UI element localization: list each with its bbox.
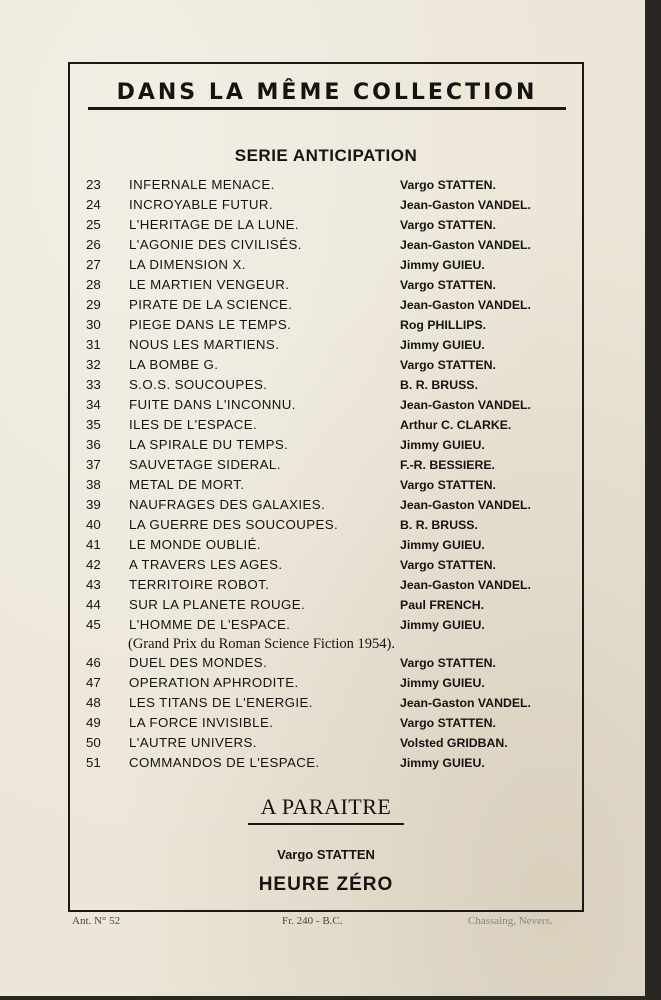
book-row <box>86 597 572 616</box>
forthcoming-author: Vargo STATTEN <box>277 847 375 862</box>
book-number: 30 <box>86 317 101 332</box>
book-number: 43 <box>86 577 101 592</box>
book-title: OPERATION APHRODITE. <box>129 675 299 690</box>
book-number: 51 <box>86 755 101 770</box>
book-author: Jean-Gaston VANDEL. <box>400 238 531 252</box>
book-row <box>86 617 572 636</box>
book-title: PIRATE DE LA SCIENCE. <box>129 297 293 312</box>
book-number: 25 <box>86 217 101 232</box>
book-author: Rog PHILLIPS. <box>400 318 487 332</box>
book-title: LA SPIRALE DU TEMPS. <box>129 437 289 452</box>
book-title: COMMANDOS DE L'ESPACE. <box>129 755 320 770</box>
book-row <box>86 177 572 196</box>
book-row <box>86 537 572 556</box>
book-number: 41 <box>86 537 101 552</box>
book-author: Paul FRENCH. <box>400 598 485 612</box>
book-row <box>86 715 572 734</box>
book-author: Vargo STATTEN. <box>400 218 496 232</box>
book-author: Jimmy GUIEU. <box>400 438 485 452</box>
book-row <box>86 417 572 436</box>
book-row <box>86 397 572 416</box>
book-row <box>86 337 572 356</box>
book-title: A TRAVERS LES AGES. <box>129 557 283 572</box>
book-number: 27 <box>86 257 101 272</box>
book-title: NAUFRAGES DES GALAXIES. <box>129 497 326 512</box>
book-number: 38 <box>86 477 101 492</box>
book-title: L'HERITAGE DE LA LUNE. <box>129 217 299 232</box>
book-row <box>86 735 572 754</box>
book-author: Jean-Gaston VANDEL. <box>400 398 531 412</box>
book-row <box>86 277 572 296</box>
collection-header: DANS LA MÊME COLLECTION <box>88 80 566 110</box>
book-number: 37 <box>86 457 101 472</box>
book-author: Jean-Gaston VANDEL. <box>400 498 531 512</box>
book-row <box>86 197 572 216</box>
series-title: SERIE ANTICIPATION <box>234 146 418 165</box>
book-number: 35 <box>86 417 101 432</box>
book-row <box>86 257 572 276</box>
book-title: FUITE DANS L'INCONNU. <box>129 397 296 412</box>
book-number: 26 <box>86 237 101 252</box>
book-number: 32 <box>86 357 101 372</box>
book-number: 40 <box>86 517 101 532</box>
book-number: 36 <box>86 437 101 452</box>
book-title: SAUVETAGE SIDERAL. <box>129 457 281 472</box>
book-number: 28 <box>86 277 101 292</box>
book-row <box>86 675 572 694</box>
book-author: Jimmy GUIEU. <box>400 618 485 632</box>
book-author: Jean-Gaston VANDEL. <box>400 198 531 212</box>
book-number: 44 <box>86 597 101 612</box>
book-title: LA FORCE INVISIBLE. <box>129 715 274 730</box>
book-row <box>86 497 572 516</box>
book-row <box>86 557 572 576</box>
book-author: Jimmy GUIEU. <box>400 756 485 770</box>
book-number: 49 <box>86 715 101 730</box>
forthcoming-title: HEURE ZÉRO <box>258 874 394 895</box>
book-author: B. R. BRUSS. <box>400 518 478 532</box>
book-title: L'AGONIE DES CIVILISÉS. <box>129 237 302 252</box>
book-row <box>86 655 572 674</box>
book-title: LE MONDE OUBLIÉ. <box>129 537 262 552</box>
book-title: LA DIMENSION X. <box>129 257 246 272</box>
book-row <box>86 695 572 714</box>
book-row <box>86 517 572 536</box>
book-title: L'HOMME DE L'ESPACE. <box>129 617 291 632</box>
book-row <box>86 377 572 396</box>
book-author: Volsted GRIDBAN. <box>400 736 508 750</box>
book-number: 45 <box>86 617 101 632</box>
book-title: LE MARTIEN VENGEUR. <box>129 277 290 292</box>
book-row <box>86 317 572 336</box>
footer-price: Fr. 240 - B.C. <box>282 915 343 927</box>
book-row <box>86 577 572 596</box>
book-author: B. R. BRUSS. <box>400 378 478 392</box>
book-row <box>86 217 572 236</box>
book-row <box>86 357 572 376</box>
book-row <box>86 437 572 456</box>
award-note: (Grand Prix du Roman Science Fiction 1954). <box>128 636 395 652</box>
book-author: Jimmy GUIEU. <box>400 258 485 272</box>
book-author: Vargo STATTEN. <box>400 558 496 572</box>
book-title: SUR LA PLANETE ROUGE. <box>129 597 306 612</box>
book-author: Vargo STATTEN. <box>400 358 496 372</box>
book-title: INCROYABLE FUTUR. <box>129 197 273 212</box>
footer-printer: Chassaing, Nevers. <box>468 915 553 927</box>
book-title: L'AUTRE UNIVERS. <box>129 735 257 750</box>
book-title: TERRITOIRE ROBOT. <box>129 577 270 592</box>
book-author: Jean-Gaston VANDEL. <box>400 578 531 592</box>
book-number: 24 <box>86 197 101 212</box>
book-number: 42 <box>86 557 101 572</box>
book-number: 34 <box>86 397 101 412</box>
book-author: Vargo STATTEN. <box>400 716 496 730</box>
book-number: 47 <box>86 675 101 690</box>
book-author: Vargo STATTEN. <box>400 656 496 670</box>
book-author: Vargo STATTEN. <box>400 178 496 192</box>
book-row <box>86 237 572 256</box>
book-title: LA BOMBE G. <box>129 357 219 372</box>
book-row <box>86 755 572 774</box>
book-number: 31 <box>86 337 101 352</box>
footer-issue-number: Ant. N° 52 <box>72 915 121 927</box>
book-title: INFERNALE MENACE. <box>129 177 275 192</box>
book-row <box>86 457 572 476</box>
book-author: Jimmy GUIEU. <box>400 338 485 352</box>
book-title: LA GUERRE DES SOUCOUPES. <box>129 517 339 532</box>
book-number: 48 <box>86 695 101 710</box>
book-number: 29 <box>86 297 101 312</box>
book-title: NOUS LES MARTIENS. <box>129 337 280 352</box>
book-row <box>86 477 572 496</box>
forthcoming-label: A PARAITRE <box>248 794 404 825</box>
book-author: Vargo STATTEN. <box>400 278 496 292</box>
book-row <box>86 297 572 316</box>
book-title: LES TITANS DE L'ENERGIE. <box>129 695 313 710</box>
book-number: 46 <box>86 655 101 670</box>
book-number: 33 <box>86 377 101 392</box>
book-author: Arthur C. CLARKE. <box>400 418 512 432</box>
book-author: Jean-Gaston VANDEL. <box>400 298 531 312</box>
book-author: Jimmy GUIEU. <box>400 676 485 690</box>
book-number: 39 <box>86 497 101 512</box>
book-author: F.-R. BESSIERE. <box>400 458 495 472</box>
book-author: Jimmy GUIEU. <box>400 538 485 552</box>
book-author: Vargo STATTEN. <box>400 478 496 492</box>
book-title: DUEL DES MONDES. <box>129 655 268 670</box>
book-title: PIEGE DANS LE TEMPS. <box>129 317 292 332</box>
book-number: 50 <box>86 735 101 750</box>
book-title: METAL DE MORT. <box>129 477 245 492</box>
book-title: ILES DE L'ESPACE. <box>129 417 258 432</box>
book-author: Jean-Gaston VANDEL. <box>400 696 531 710</box>
book-number: 23 <box>86 177 101 192</box>
book-title: S.O.S. SOUCOUPES. <box>129 377 268 392</box>
